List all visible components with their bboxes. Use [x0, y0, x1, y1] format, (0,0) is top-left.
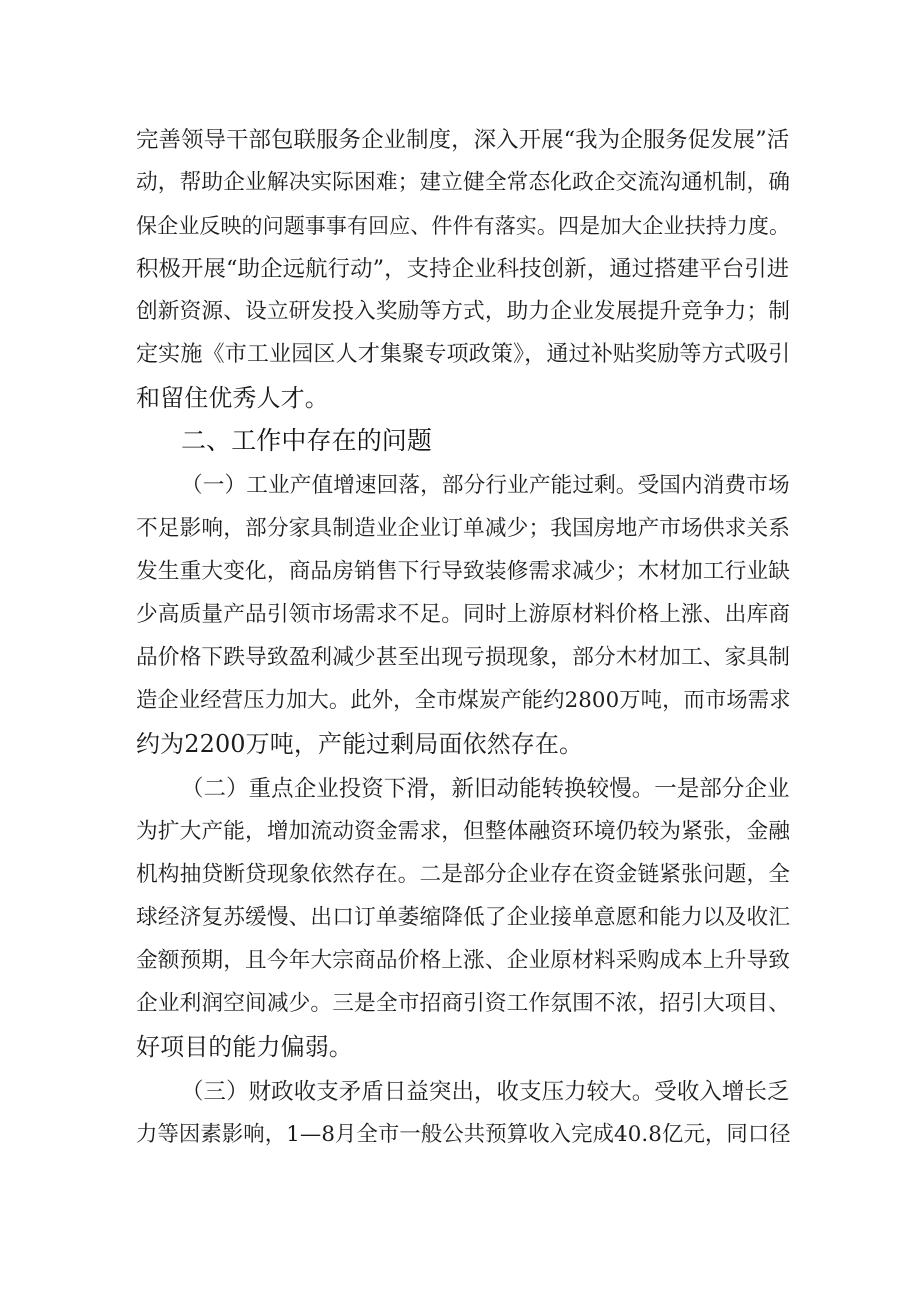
text-line: 少高质量产品引领市场需求不足。同时上游原材料价格上涨、出库商 — [136, 602, 791, 627]
text-line: 完善领导干部包联服务企业制度，深入开展“我为企服务促发展”活 — [136, 127, 790, 153]
section-heading: 二、工作中存在的问题 — [181, 426, 433, 455]
text-line: 和留住优秀人才。 — [136, 384, 329, 412]
text-line: 力等因素影响，1—8月全市一般公共预算收入完成40.8亿元，同口径 — [136, 1122, 791, 1147]
text-line: 为扩大产能，增加流动资金需求，但整体融资环境仍较为紧张，金融 — [136, 819, 791, 844]
text-line: 定实施《市工业园区人才集聚专项政策》，通过补贴奖励等方式吸引 — [136, 342, 791, 367]
text-line: 发生重大变化，商品房销售下行导致装修需求减少；木材加工行业缺 — [136, 559, 791, 584]
text-line: （一）工业产值增速回落，部分行业产能过剩。受国内消费市场 — [181, 473, 790, 498]
text-line: 积极开展“助企远航行动”，支持企业科技创新，通过搭建平台引进 — [136, 256, 790, 282]
text-line: （二）重点企业投资下滑，新旧动能转换较慢。一是部分企业 — [181, 776, 790, 802]
text-line: 动，帮助企业解决实际困难；建立健全常态化政企交流沟通机制，确 — [136, 170, 791, 195]
text-line: 造企业经营压力加大。此外，全市煤炭产能约2800万吨，而市场需求 — [136, 688, 791, 713]
text-line: 约为2200万吨，产能过剩局面依然存在。 — [136, 730, 584, 758]
text-line: 金额预期，且今年大宗商品价格上涨、企业原材料采购成本上升导致 — [136, 948, 791, 973]
text-line: 机构抽贷断贷现象依然存在。二是部分企业存在资金链紧张问题，全 — [136, 862, 791, 887]
text-line: 保企业反映的问题事事有回应、件件有落实。四是加大企业扶持力度。 — [136, 213, 791, 238]
text-line: 品价格下跌导致盈利减少甚至出现亏损现象，部分木材加工、家具制 — [136, 645, 791, 670]
text-line: 创新资源、设立研发投入奖励等方式，助力企业发展提升竞争力；制 — [136, 299, 791, 324]
text-line: 企业利润空间减少。三是全市招商引资工作氛围不浓，招引大项目、 — [136, 991, 791, 1016]
text-line: 球经济复苏缓慢、出口订单萎缩降低了企业接单意愿和能力以及收汇 — [136, 905, 791, 930]
text-line: 不足影响，部分家具制造业企业订单减少；我国房地产市场供求关系 — [136, 516, 791, 541]
text-line: （三）财政收支矛盾日益突出，收支压力较大。受收入增长乏 — [181, 1079, 790, 1105]
text-line: 好项目的能力偏弱。 — [136, 1033, 353, 1061]
